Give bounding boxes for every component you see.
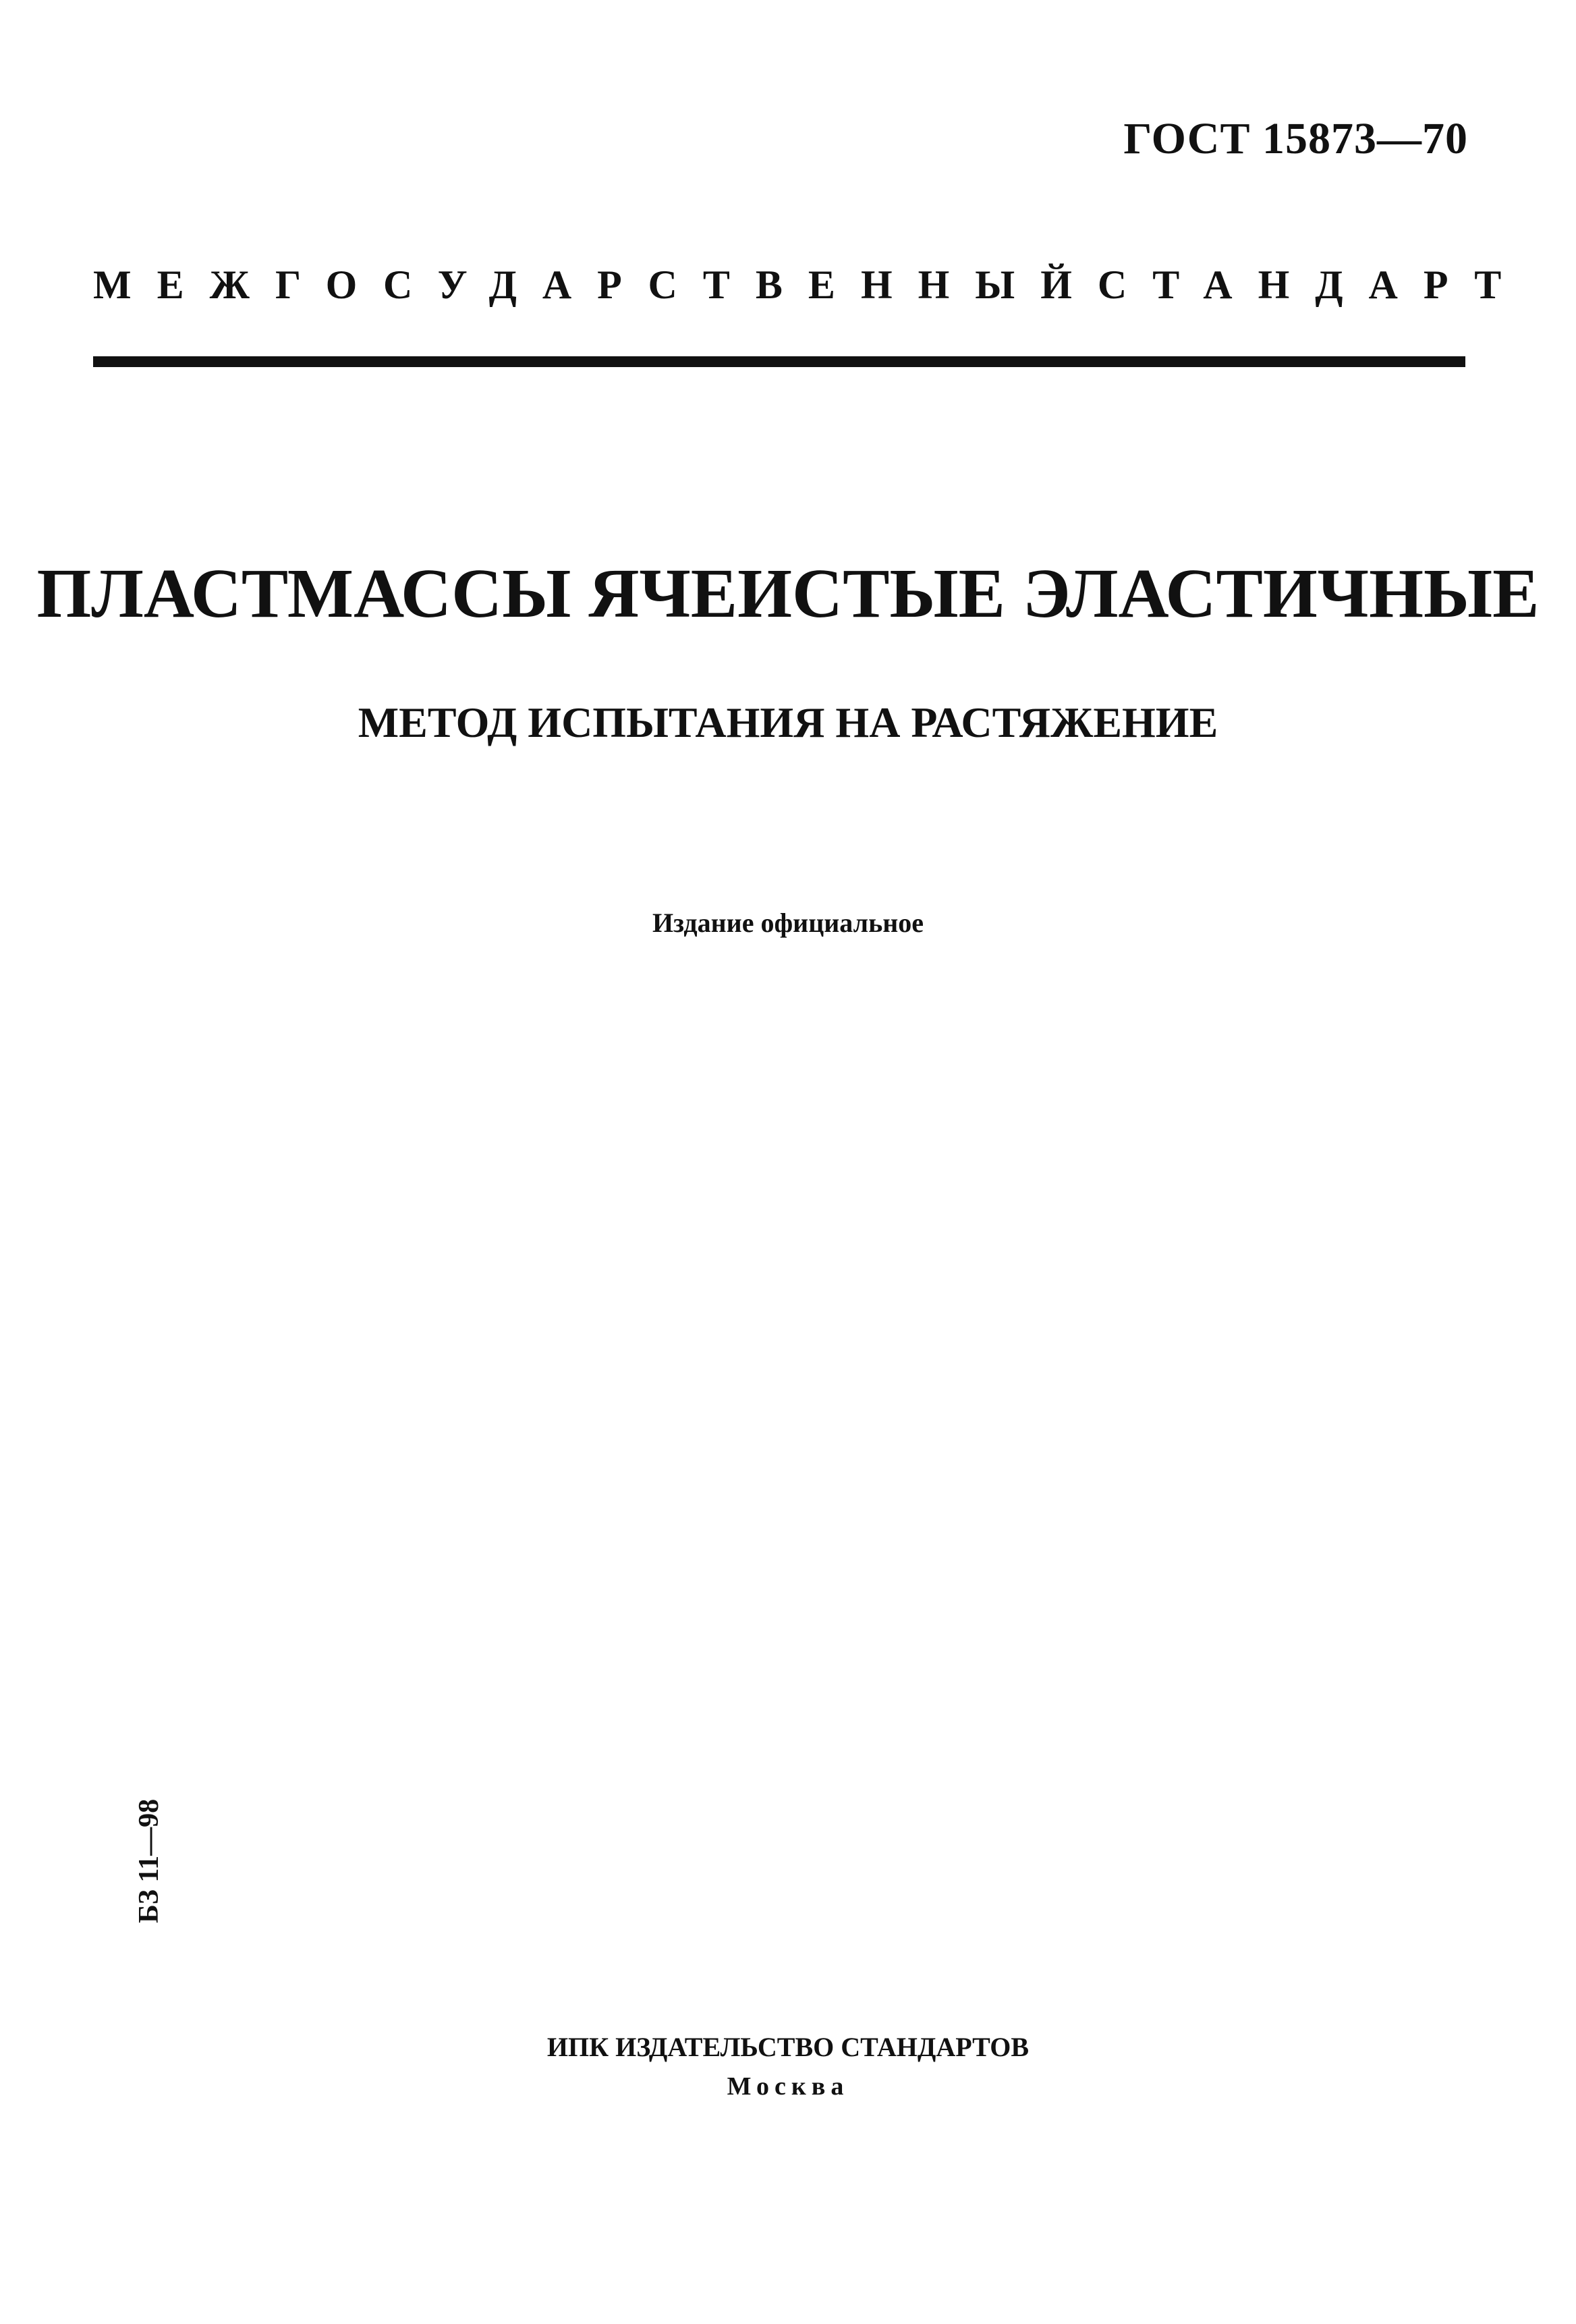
publisher-city: Москва	[727, 2072, 849, 2101]
standard-type-heading	[93, 262, 1527, 308]
publisher-name: ИПК ИЗДАТЕЛЬСТВО СТАНДАРТОВ	[546, 2032, 1030, 2062]
standard-type-left: МЕЖГОСУДАРСТВЕННЫЙ	[93, 262, 1098, 307]
document-title: ПЛАСТМАССЫ ЯЧЕИСТЫЕ ЭЛАСТИЧНЫЕ	[36, 555, 1540, 632]
heading-rule	[93, 356, 1465, 367]
edition-note: Издание официальное	[652, 908, 924, 938]
side-mark: БЗ 11—98	[134, 1798, 165, 1923]
document-number: ГОСТ 15873—70	[1123, 114, 1468, 163]
standard-type-right: СТАНДАРТ	[1097, 262, 1527, 307]
document-subtitle: МЕТОД ИСПЫТАНИЯ НА РАСТЯЖЕНИЕ	[358, 698, 1218, 746]
